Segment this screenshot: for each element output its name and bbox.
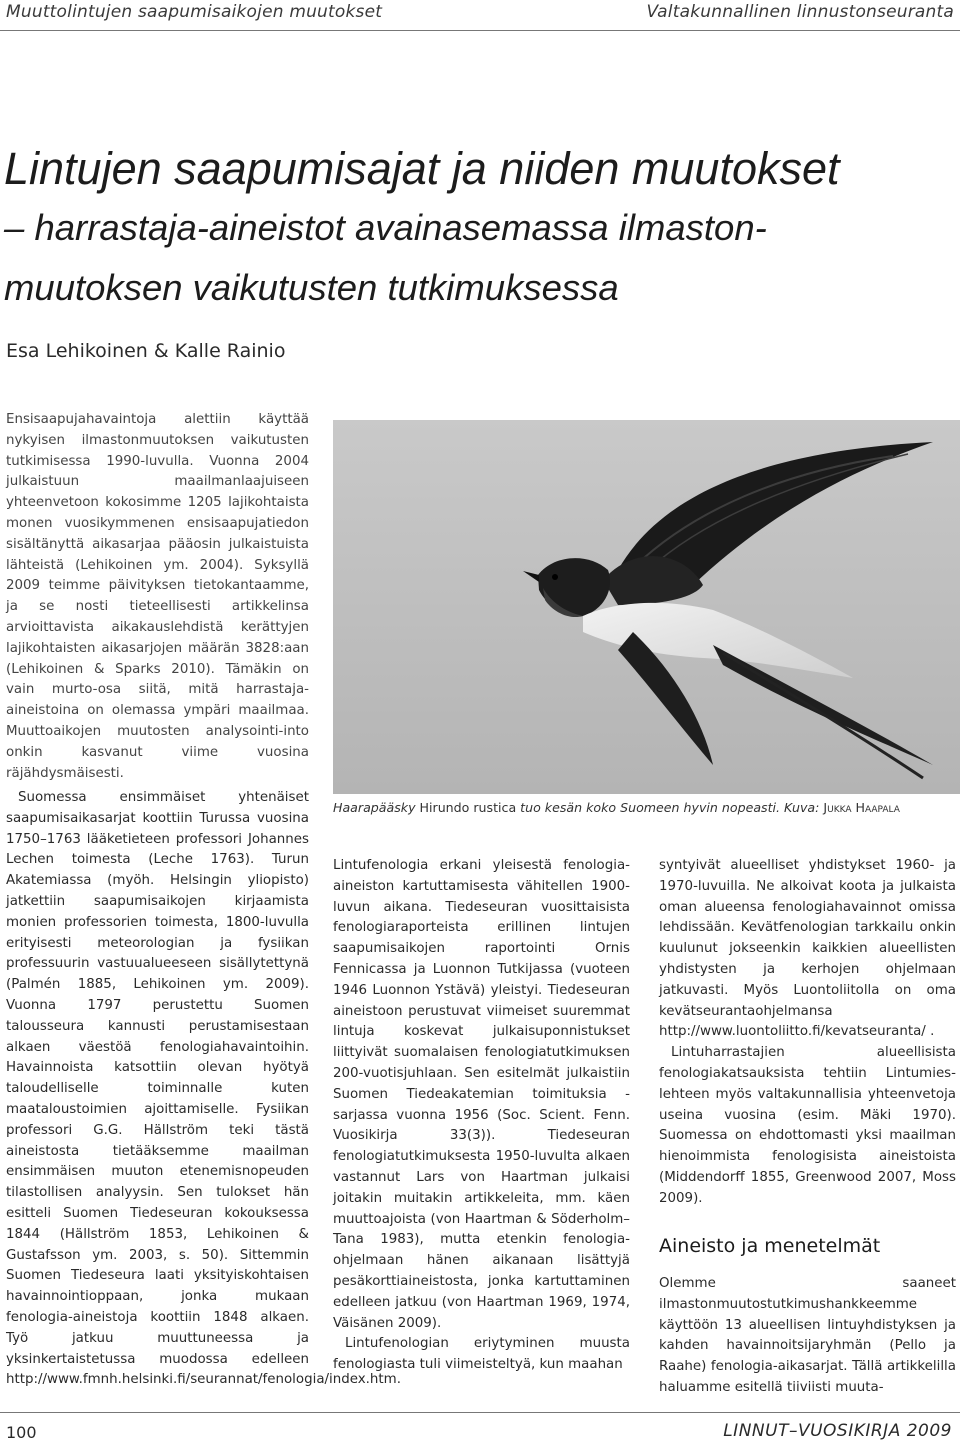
section-paragraph-1: Olemme saaneet ilmastonmuutostutkimushankkeemme käyttöön 13 alueellisen lintuyhdistyksen ja kahden havainnoitsijaryhmän (Pello ja Raahe) fenologia-aikasarjat. Tällä artikkelilla haluamme esitellä tiiviisti muuta-: [659, 1276, 956, 1395]
title-line-3: muutoksen vaikutusten tutkimuksessa: [4, 267, 619, 308]
title-line-1: Lintujen saapumisajat ja niiden muutokset: [4, 143, 840, 194]
caption-body: tuo kesän koko Suomeen hyvin nopeasti. Kuva:: [516, 800, 824, 815]
column-2-paragraph-1: Lintufenologia erkani yleisestä fenologia-aineiston kartuttamisesta vähitellen 1900-luvun aikana. Tiedeseuran vuosittaisista fenologiaraporteista erillinen lintujen saapumisaikojen raportointi Ornis Fennicassa ja Luonnon Tutkijassa (vuoteen 1946 Luonnon Ystävä) yleistyi. Tiedeseuran aineistoon perustuvat viimeiset suuremmat lintuja koskevat julkaisuponnistukset liittyivät suomalaisen fenologiatutkimuksen 200-vuotisjuhlaan. Sen esitelmät julkaistiin Suomen Tiedeakatemian toimituksia -sarjassa vuonna 1956 (Soc. Scient. Fenn. Vuosikirja 33(3)). Tiedeseuran fenologiatutkimuksesta 1950-luvulta alkaen vastannut Lars von Haartman julkaisi joitakin muitakin artikkeleita, mm. käen muuttoajoista (von Haartman & Söderholm–Tana 1983), mutta etenkin fenologia-ohjelmaan hänen aikanaan lisättyjä pesäkorttiaineistosta, jonka kartuttaminen edelleen jatkuu (von Haartman 1969, 1974, Väisänen 2009).: [333, 858, 630, 1331]
footer-rule: [0, 1412, 960, 1413]
header-rule: [0, 30, 960, 31]
section-body: [659, 1274, 956, 1399]
caption-credit: Jukka Haapala: [823, 800, 900, 815]
column-2-paragraph-2: Lintufenologian eriytyminen muusta fenologiasta tuli viimeisteltyä, kun maahan: [333, 1336, 630, 1373]
caption-lead: Haarapääsky: [333, 800, 420, 815]
photo-caption: [333, 800, 960, 815]
column-3-paragraph-1: syntyivät alueelliset yhdistykset 1960- ja 1970-luvuilla. Ne alkoivat koota ja julkaista oman alueensa fenologiahavainnot omissa lehdissään. Kevätfenologian tarkkailu onkin kuulunut jokseenkin kaikkien alueellisten yhdistysten ja kerhojen ohjelmaan jatkuvasti. Myös Luontoliitolla on oma kevätseurantaohjelmansa http://www.luontoliitto.fi/kevatseuranta/ .: [659, 858, 956, 1040]
column-2: [333, 856, 630, 1376]
lead-paragraph: [6, 410, 309, 784]
footer-journal-title: LINNUT–VUOSIKIRJA 2009: [723, 1421, 952, 1441]
column-3-paragraph-2: Lintuharrastajien alueellisista fenologiakatsauksista tehtiin Lintumies-lehteen myös valtakunnallisia yhteenvetoja useina vuosina (esim. Mäki 1970). Suomessa on ehdottomasti yksi maailman hienoimmista fenologisista aineistoista (Middendorff 1855, Greenwood 2007, Moss 2009).: [659, 1045, 956, 1206]
column-3: [659, 856, 956, 1210]
article-title: [4, 140, 954, 318]
section-heading: Aineisto ja menetelmät: [659, 1235, 881, 1257]
column-1-paragraph: Suomessa ensimmäiset yhtenäiset saapumisaikasarjat koottiin Turussa vuosina 1750–1763 lääketieteen professori Johannes Lechen toimesta (Leche 1763). Turun Akatemiassa (myöh. Helsingin yliopisto) jatkettiin saapumisaikojen kirjaamista monien professorien toimesta, 1800-luvulla erityisesti meteorologian ja fysiikan professuurin vastuualueeseen sisällytettynä (Palmén 1885, Lehikoinen ym. 2009). Vuonna 1797 perustettu Suomen talousseura kannusti perustamisestaan alkaen väestöä fenologiahavaintoihin. Havainnoista katsottiin olevan hyötyä taloudelliselle toiminnalle kuten maataloustoimien ajoittamiselle. Fysiikan professori G.G. Hällström teki tästä aineistosta tietääksemme maailman ensimmäisen muuton etenemisnopeuden tilastollisen analyysin. Sen tulokset hän esitteli Suomen Tiedeseuran kokouksessa 1844 (Hällström 1853, Lehikoinen & Gustafsson ym. 2003, s. 50). Sittemmin Suomen Tiedeseura laati yksityiskohtaisen havainnointioppaan, jonka mukaan fenologia-aineistoja koottiin 1848 alkaen. Työ jatkuu muuttuneessa ja yksinkertaistetussa muodossa edelleen http://www.fmnh.helsinki.fi/seurannat/fenologia/index.htm.: [6, 790, 401, 1388]
title-line-2: – harrastaja-aineistot avainasemassa ilmaston-: [4, 207, 767, 248]
running-head-right: Valtakunnallinen linnustonseuranta: [646, 2, 954, 22]
page-number: 100: [6, 1423, 37, 1442]
barn-swallow-photo: [333, 420, 960, 794]
lead-text: Ensisaapujahavaintoja alettiin käyttää nykyisen ilmastonmuutoksen vaikutusten tutkimisessa 1990-luvulla. Vuonna 2004 julkaistuun maailmanlaajuiseen yhteenvetoon kokosimme 1205 lajikohtaista monen vuosikymmenen ensisaapujatiedon sisältänyttä aikasarjaa pääosin julkaistuista lähteistä (Lehikoinen ym. 2004). Syksyllä 2009 teimme päivityksen tietokantaamme, ja se nosti tieteellisesti artikkelinsa arvioittavista aikakauslehdistä kerättyjen lajikohtaisten aikasarjojen määrän 3828:aan (Lehikoinen & Sparks 2010). Tämäkin on vain murto-osa siitä, mitä harrastaja-aineistoina on olemassa ympäri maailmaa. Muuttoaikojen muutosten analysointi-into onkin kasvanut viime vuosina räjähdysmäisesti.: [6, 412, 309, 781]
caption-species: Hirundo rustica: [419, 800, 517, 815]
running-head-left: Muuttolintujen saapumisaikojen muutokset: [6, 2, 383, 22]
authors: Esa Lehikoinen & Kalle Rainio: [6, 340, 286, 362]
